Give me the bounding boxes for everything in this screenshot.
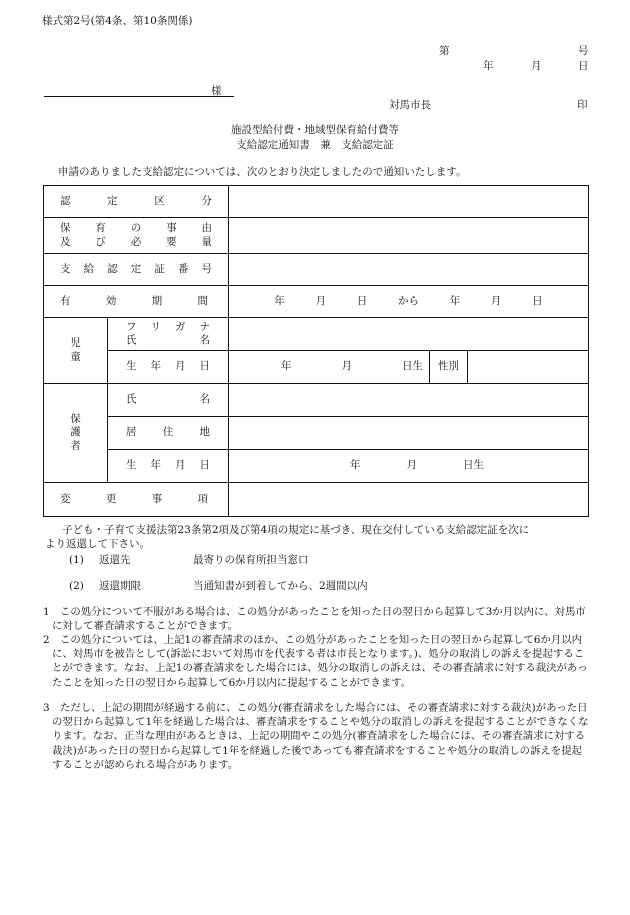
return-destination-value: 最寄りの保育所担当窓口 [193,554,309,566]
sex-label: 性別 [430,351,468,384]
issuer-name: 対馬市長 [389,99,431,111]
form-number: 様式第2号(第4条、第10条関係) [42,15,193,27]
return-deadline-value: 当通知書が到着してから、2週間以内 [193,580,368,592]
return-item-2-number: (2) [69,580,84,592]
row-changes [44,483,589,517]
appeal-note-1: 1 この処分について不服がある場合は、この処分があったことを知った日の翌日から起算して3か月以内に、対馬市に対して審査請求することができます。 [43,606,586,633]
number-suffix: 号 [578,45,589,57]
date-year: 年 [483,60,494,72]
certification-category-value[interactable] [229,186,589,218]
childcare-reason-label: 保 育 の 事 由 及 び 必 要 量 [44,218,229,254]
date-day: 日 [578,60,589,72]
row-child-name [44,318,589,351]
child-group-label: 児 童 [44,318,108,384]
validity-period-label: 有 効 期 間 [44,286,229,318]
addressee-line [44,96,234,97]
childcare-reason-value[interactable] [229,218,589,254]
seal-mark: 印 [577,99,588,111]
child-birthdate-value[interactable]: 年 月 日生 [229,351,430,384]
row-childcare-reason [44,218,589,254]
guardian-name-label: 氏 名 [108,384,229,417]
row-guardian-address [44,417,589,450]
row-certification-category [44,186,589,218]
row-child-birthdate [44,351,589,384]
child-birthdate-label: 生 年 月 日 [108,351,229,384]
sex-value[interactable] [468,351,589,384]
guardian-address-label: 居 住 地 [108,417,229,450]
return-destination-label: 返還先 [99,554,131,566]
guardian-birthdate-value[interactable]: 年 月 日生 [229,450,589,483]
validity-period-value[interactable]: 年 月 日 から 年 月 日 [229,286,589,318]
return-item-1-number: (1) [69,554,84,566]
row-guardian-name [44,384,589,417]
appeal-note-2: 2 この処分については、上記1の審査請求のほか、この処分があったことを知った日の翌日から起算して6か月以内に、対馬市を被告として(訴訟において対馬市を代表する者は市長となります。)、処分の取消しの訴えを提起することができます。なお、上記1の審査請求をした場合には、処分の取消しの訴えは、その審査請求に対する裁決があったことを知った日の翌日から起算して6か月以内に提起することができます。 [43,634,588,689]
certification-table [43,185,589,517]
certificate-number-value[interactable] [229,254,589,286]
row-certificate-number [44,254,589,286]
child-name-label: フ リ ガ ナ 氏 名 [108,318,229,351]
child-name-value[interactable] [229,318,589,351]
appeal-note-3: 3 ただし、上記の期間が経過する前に、この処分(審査請求をした場合には、その審査請求に対する裁決)があった日の翌日から起算して1年を経過した場合は、審査請求をすることや処分の取消しの訴えを提起することができなくなります。なお、正当な理由があるときは、上記の期間やこの処分(審査請求をした場合には、その審査請求に対する裁決)があった日の翌日から起算して1年を経過した後であっても審査請求をすることや処分の取消しの訴えを提起することが認められる場合があります。 [43,702,589,771]
intro-text: 申請のありました支給認定については、次のとおり決定しましたので通知いたします。 [58,166,467,178]
guardian-group-label: 保 護 者 [44,384,108,483]
title-line-1: 施設型給付費・地域型保育給付費等 [231,124,399,136]
guardian-birthdate-label: 生 年 月 日 [108,450,229,483]
number-prefix: 第 [439,45,450,57]
guardian-address-value[interactable] [229,417,589,450]
changes-label: 変 更 事 項 [44,483,229,517]
row-guardian-birthdate [44,450,589,483]
date-month: 月 [531,60,542,72]
return-deadline-label: 返還期限 [99,580,141,592]
certification-category-label: 認 定 区 分 [44,186,229,218]
title-line-2: 支給認定通知書 兼 支給認定証 [236,139,394,151]
changes-value[interactable] [229,483,589,517]
row-validity-period [44,286,589,318]
guardian-name-value[interactable] [229,384,589,417]
return-notice-line-2: より返還して下さい。 [45,538,150,550]
certificate-number-label: 支 給 認 定 証 番 号 [44,254,229,286]
addressee-honorific: 様 [211,85,222,97]
return-notice-line-1: 子ども・子育て支援法第23条第2項及び第4項の規定に基づき、現在交付している支給認定証を次に [62,524,530,536]
